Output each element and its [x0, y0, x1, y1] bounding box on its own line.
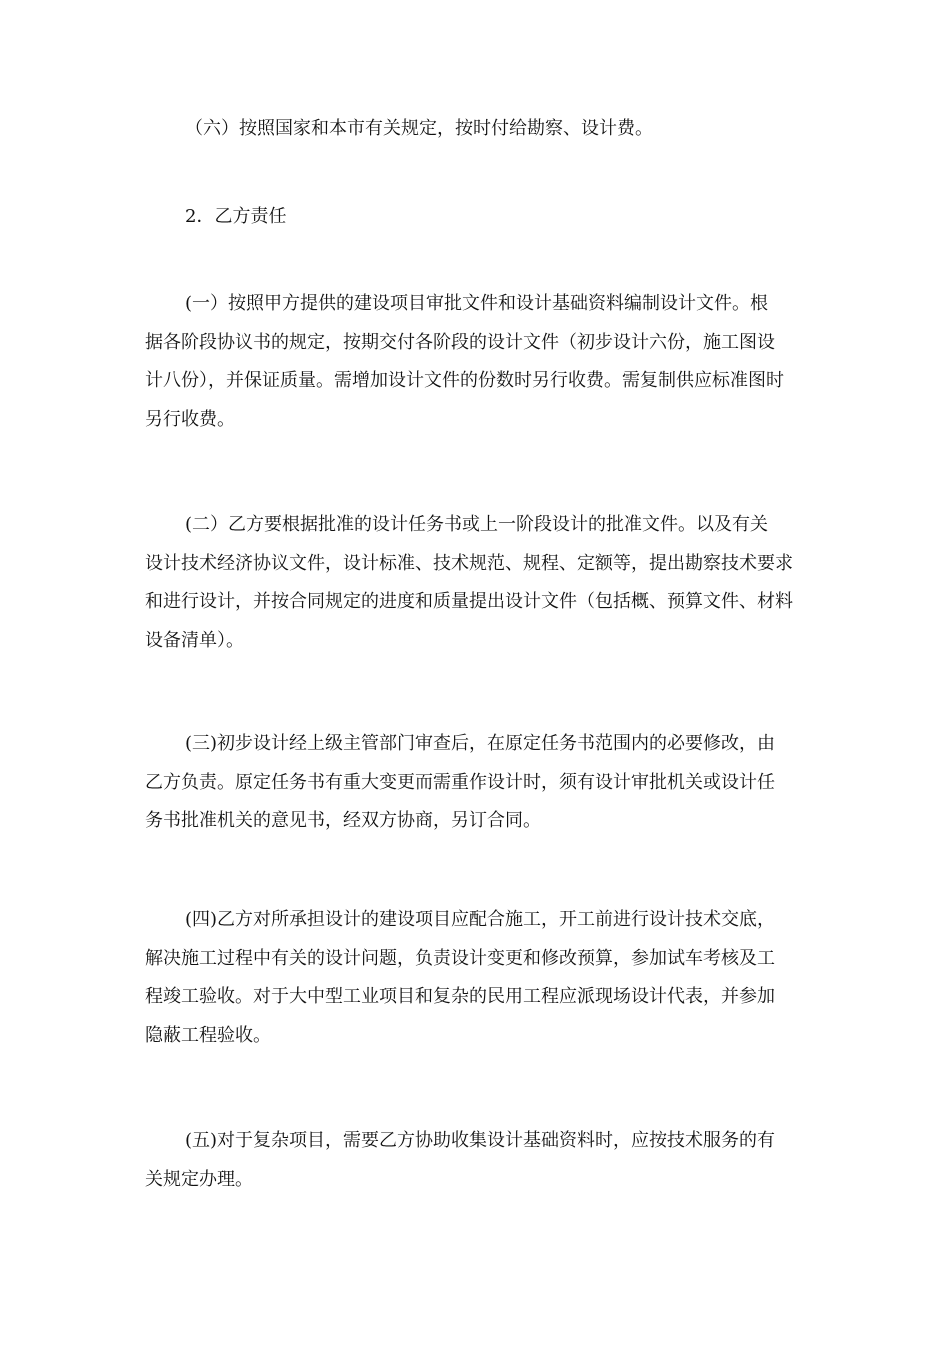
- text-line: 据各阶段协议书的规定，按期交付各阶段的设计文件（初步设计六份，施工图设: [145, 331, 775, 353]
- section-heading: 2．乙方责任: [185, 206, 287, 227]
- text-line: 程竣工验收。对于大中型工业项目和复杂的民用工程应派现场设计代表，并参加: [145, 986, 775, 1007]
- text-line: 和进行设计，并按合同规定的进度和质量提出设计文件（包括概、预算文件、材料: [145, 591, 793, 612]
- text-line: 设备清单）。: [145, 629, 244, 651]
- text-line: 乙方负责。原定任务书有重大变更而需重作设计时，须有设计审批机关或设计任: [145, 771, 775, 793]
- paragraph-two: [145, 506, 815, 660]
- text-line: 解决施工过程中有关的设计问题，负责设计变更和修改预算，参加试车考核及工: [145, 947, 775, 969]
- text-line: 务书批准机关的意见书，经双方协商，另订合同。: [145, 810, 541, 831]
- text-line: 计八份），并保证质量。需增加设计文件的份数时另行收费。需复制供应标准图时: [145, 370, 784, 391]
- text-line: 隐蔽工程验收。: [145, 1024, 271, 1046]
- paragraph-six: [145, 110, 815, 149]
- paragraph-five: [145, 1122, 815, 1199]
- text-line: (四)乙方对所承担设计的建设项目应配合施工，开工前进行设计技术交底，: [185, 909, 776, 930]
- paragraph-three: [145, 725, 815, 841]
- text-line: 设计技术经济协议文件，设计标准、技术规范、规程、定额等，提出勘察技术要求: [145, 552, 793, 574]
- text-line: (三)初步设计经上级主管部门审查后，在原定任务书范围内的必要修改，由: [185, 733, 776, 754]
- text-line: （六）按照国家和本市有关规定，按时付给勘察、设计费。: [185, 118, 653, 139]
- text-line: (二）乙方要根据批准的设计任务书或上一阶段设计的批准文件。以及有关: [185, 514, 769, 535]
- text-line: 另行收费。: [145, 408, 235, 430]
- text-line: (五)对于复杂项目，需要乙方协助收集设计基础资料时，应按技术服务的有: [185, 1130, 776, 1151]
- text-line: (一）按照甲方提供的建设项目审批文件和设计基础资料编制设计文件。根: [185, 293, 769, 314]
- section-heading-party-b-responsibilities: [145, 198, 815, 237]
- paragraph-one: [145, 285, 815, 439]
- paragraph-four: [145, 901, 815, 1055]
- text-line: 关规定办理。: [145, 1168, 253, 1190]
